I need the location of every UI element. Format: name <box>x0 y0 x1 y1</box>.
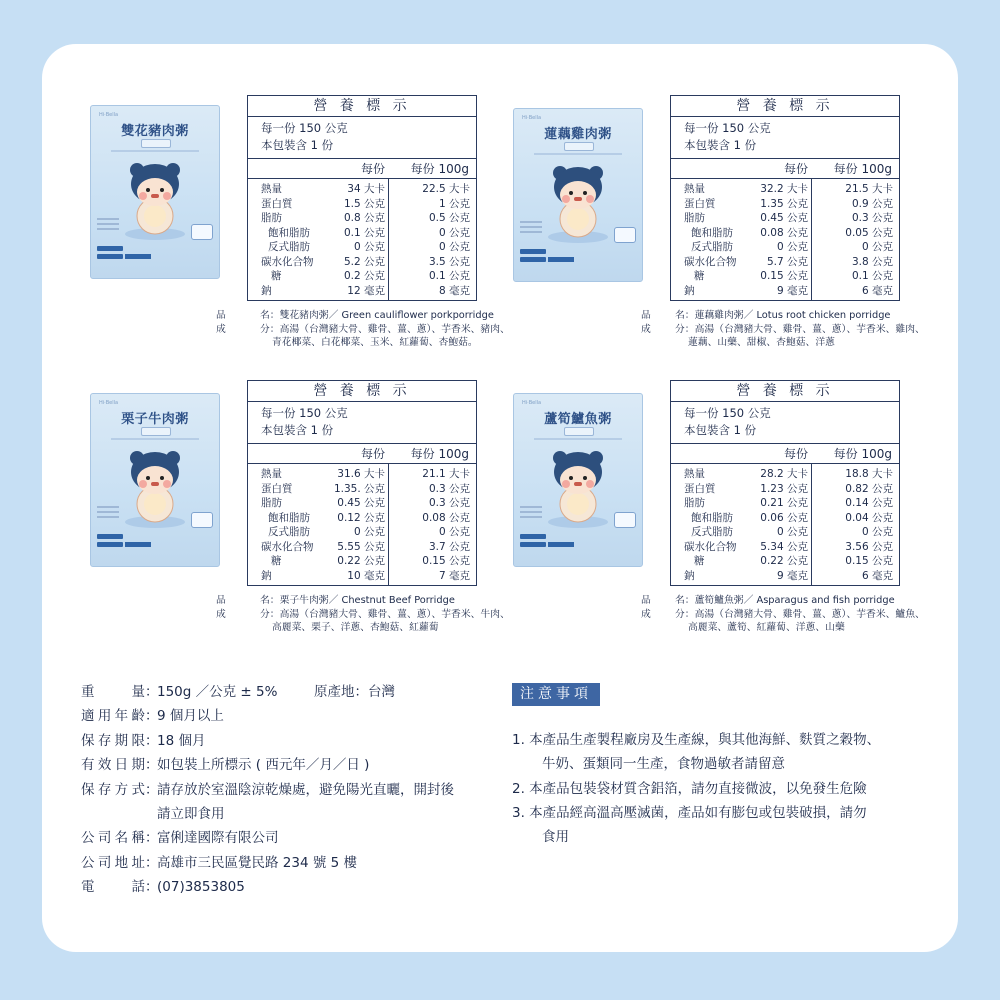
info-key: 保存期限 <box>81 732 145 749</box>
servings-per-pack: 本包裝含 1 份 <box>684 138 757 152</box>
notice-line: 3. 本產品經高溫高壓滅菌，產品如有膨包或包裝破損，請勿 <box>512 804 867 821</box>
column-header-per-serving: 每份 <box>783 447 808 461</box>
nutrition-table-2 <box>670 95 900 301</box>
divider <box>248 443 476 444</box>
box-tag <box>141 139 171 148</box>
nutrition-row: 反式脂肪 0 公克 0 公克 <box>268 526 470 538</box>
box-product-name: 雙花豬肉粥 <box>121 124 189 139</box>
box-subtitle-line <box>534 153 622 155</box>
ingredients-line: 分：高湯（台灣豬大骨、雞骨、薑、蔥）、芋香米、牛肉、 <box>260 608 510 620</box>
ingredients-label: 成 <box>641 608 651 620</box>
divider <box>248 158 476 159</box>
notice-line: 2. 本產品包裝袋材質含鋁箔，請勿直接微波，以免發生危險 <box>512 780 867 797</box>
box-label <box>125 254 151 259</box>
box-labels <box>520 249 546 265</box>
nutrition-row: 脂肪 0.45 公克 0.3 公克 <box>261 497 470 509</box>
notice-line: 1. 本產品生產製程廠房及生產線，與其他海鮮、麩質之穀物、 <box>512 732 881 748</box>
phone-line: 電話：(07)3853805 <box>81 875 245 899</box>
expiry-line: 有效日期：如包裝上所標示 ( 西元年／月／日 ) <box>81 753 369 777</box>
servings-per-pack: 本包裝含 1 份 <box>261 138 334 152</box>
info-key: 公司地址 <box>81 854 145 871</box>
box-product-name: 蓮藕雞肉粥 <box>544 127 612 142</box>
product-name: 名：栗子牛肉粥／ Chestnut Beef Porridge <box>260 595 455 606</box>
ingredients-line: 高麗菜、栗子、洋蔥、杏鮑菇、紅蘿蔔 <box>272 622 439 633</box>
serving-size: 每一份 150 公克 <box>684 121 771 135</box>
box-badge <box>191 224 213 240</box>
product-name: 名：雙花豬肉粥／ Green cauliflower porkporridge <box>260 310 494 321</box>
servings-per-pack: 本包裝含 1 份 <box>684 423 757 437</box>
nutrition-row: 反式脂肪 0 公克 0 公克 <box>268 241 470 253</box>
nutrition-row: 糖 0.15 公克 0.1 公克 <box>694 270 893 282</box>
box-tag <box>564 427 594 436</box>
product-description-4 <box>641 594 941 636</box>
serving-size: 每一份 150 公克 <box>261 406 348 420</box>
info-value: 富俐達國際有限公司 <box>157 830 279 847</box>
box-labels <box>97 534 123 550</box>
nutrition-table-1 <box>247 95 477 301</box>
nutrition-row: 蛋白質 1.35 公克 0.9 公克 <box>684 197 893 210</box>
storage-line: 保存方式：請存放於室溫陰涼乾燥處，避免陽光直曬，開封後 <box>81 778 454 802</box>
origin: 原產地：台灣 <box>314 684 395 700</box>
mascot-illustration <box>115 444 195 528</box>
name-label: 品 <box>216 310 226 321</box>
nutrition-row: 反式脂肪 0 公克 0 公克 <box>691 526 893 538</box>
nutrition-row: 反式脂肪 0 公克 0 公克 <box>691 241 893 253</box>
serving-size: 每一份 150 公克 <box>261 121 348 135</box>
info-value: 18 個月 <box>157 732 206 749</box>
ingredients-line: 分：高湯（台灣豬大骨、雞骨、薑、蔥）、芋香米、雞肉、 <box>675 323 925 335</box>
nutrition-row: 碳水化合物 5.2 公克 3.5 公克 <box>261 255 470 268</box>
box-subtitle-line <box>534 438 622 440</box>
ingredients-label: 成 <box>216 608 226 620</box>
product-name: 名：蘆筍鱸魚粥／ Asparagus and fish porridge <box>675 595 895 606</box>
name-label: 品 <box>641 595 651 606</box>
box-product-name: 栗子牛肉粥 <box>121 412 189 427</box>
product-description-1 <box>216 309 516 351</box>
info-key: 適用年齡 <box>81 708 145 725</box>
notice-title: 注意事項 <box>512 683 600 706</box>
column-header-per-100g: 每份 100g <box>410 162 469 176</box>
age-line: 適用年齡：9 個月以上 <box>81 704 224 728</box>
box-badge <box>614 512 636 528</box>
nutrition-row: 脂肪 0.21 公克 0.14 公克 <box>684 497 893 509</box>
box-side-text <box>520 506 542 521</box>
notice-line: 食用 <box>542 829 569 846</box>
nutrition-row: 飽和脂肪 0.08 公克 0.05 公克 <box>691 226 893 239</box>
box-labels <box>520 534 546 550</box>
nutrition-row: 熱量 34 大卡 22.5 大卡 <box>261 183 470 195</box>
weight-line: 重量：150g ／公克 ± 5% <box>81 680 277 704</box>
info-value: 9 個月以上 <box>157 708 224 725</box>
product-box-4 <box>513 393 643 567</box>
box-badge <box>614 227 636 243</box>
nutrition-row: 鈉 10 毫克 7 毫克 <box>261 569 470 582</box>
nutrition-title: 營 養 標 示 <box>671 96 899 117</box>
box-brand: Hi·Bella <box>522 400 542 406</box>
column-header-per-serving: 每份 <box>360 447 385 461</box>
nutrition-row: 熱量 28.2 大卡 18.8 大卡 <box>684 468 893 480</box>
ingredients-label: 成 <box>216 323 226 335</box>
box-side-text <box>520 221 542 236</box>
info-value: (07)3853805 <box>157 879 245 896</box>
box-subtitle-line <box>111 150 199 152</box>
servings-per-pack: 本包裝含 1 份 <box>261 423 334 437</box>
product-description-3 <box>216 594 516 636</box>
nutrition-row: 鈉 12 毫克 8 毫克 <box>261 284 470 297</box>
ingredients-label: 成 <box>641 323 651 335</box>
box-tag <box>141 427 171 436</box>
mascot-illustration <box>115 156 195 240</box>
nutrition-row: 糖 0.22 公克 0.15 公克 <box>271 555 470 567</box>
info-value: 如包裝上所標示 ( 西元年／月／日 ) <box>157 757 370 774</box>
info-key: 重量 <box>81 684 145 700</box>
storage-line-2: 請立即食用 <box>157 806 225 822</box>
name-label: 品 <box>641 310 651 321</box>
ingredients-line: 分：高湯（台灣豬大骨、雞骨、薑、蔥）、芋香米、豬肉、 <box>260 323 510 335</box>
column-header-per-serving: 每份 <box>783 162 808 176</box>
nutrition-row: 飽和脂肪 0.12 公克 0.08 公克 <box>268 511 470 524</box>
product-description-2 <box>641 309 941 351</box>
box-brand: Hi·Bella <box>99 112 119 118</box>
column-header-per-100g: 每份 100g <box>833 162 892 176</box>
nutrition-row: 蛋白質 1.5 公克 1 公克 <box>261 197 470 210</box>
box-brand: Hi·Bella <box>522 115 542 121</box>
column-header-per-serving: 每份 <box>360 162 385 176</box>
ingredients-line: 高麗菜、蘆筍、紅蘿蔔、洋蔥、山藥 <box>688 622 845 633</box>
serving-size: 每一份 150 公克 <box>684 406 771 420</box>
nutrition-row: 鈉 9 毫克 6 毫克 <box>684 569 893 582</box>
info-key: 保存方式 <box>81 781 145 798</box>
notice-line: 牛奶、蛋類同一生產，食物過敏者請留意 <box>542 756 785 773</box>
nutrition-row: 脂肪 0.8 公克 0.5 公克 <box>261 212 470 224</box>
info-value: 高雄市三民區覺民路 234 號 5 樓 <box>157 854 358 871</box>
info-value: 150g ／公克 ± 5% <box>157 684 278 700</box>
box-tag <box>564 142 594 151</box>
box-subtitle-line <box>111 438 199 440</box>
column-header-per-100g: 每份 100g <box>833 447 892 461</box>
nutrition-row: 蛋白質 1.23 公克 0.82 公克 <box>684 482 893 495</box>
mascot-illustration <box>538 444 618 528</box>
ingredients-line: 蓮藕、山藥、甜椒、杏鮑菇、洋蔥 <box>688 337 835 348</box>
box-side-text <box>97 218 119 233</box>
box-labels <box>97 246 123 262</box>
box-label <box>125 542 151 547</box>
mascot-illustration <box>538 159 618 243</box>
nutrition-row: 飽和脂肪 0.1 公克 0 公克 <box>268 226 470 239</box>
name-label: 品 <box>216 595 226 606</box>
ingredients-line: 分：高湯（台灣豬大骨、雞骨、薑、蔥）、芋香米、鱸魚、 <box>675 608 925 620</box>
nutrition-row: 糖 0.2 公克 0.1 公克 <box>271 270 470 282</box>
nutrition-row: 碳水化合物 5.55 公克 3.7 公克 <box>261 540 470 553</box>
product-box-3 <box>90 393 220 567</box>
nutrition-row: 鈉 9 毫克 6 毫克 <box>684 284 893 297</box>
address-line: 公司地址：高雄市三民區覺民路 234 號 5 樓 <box>81 851 357 875</box>
nutrition-title: 營 養 標 示 <box>248 96 476 117</box>
nutrition-row: 碳水化合物 5.34 公克 3.56 公克 <box>684 540 893 553</box>
shelf-life-line: 保存期限：18 個月 <box>81 729 205 753</box>
product-box-1 <box>90 105 220 279</box>
nutrition-row: 脂肪 0.45 公克 0.3 公克 <box>684 212 893 224</box>
company-line: 公司名稱：富俐達國際有限公司 <box>81 826 279 850</box>
info-key: 有效日期 <box>81 757 145 774</box>
nutrition-table-4 <box>670 380 900 586</box>
nutrition-row: 碳水化合物 5.7 公克 3.8 公克 <box>684 255 893 268</box>
nutrition-title: 營 養 標 示 <box>671 381 899 402</box>
nutrition-row: 飽和脂肪 0.06 公克 0.04 公克 <box>691 511 893 524</box>
nutrition-row: 熱量 32.2 大卡 21.5 大卡 <box>684 183 893 195</box>
nutrition-row: 蛋白質 1.35. 公克 0.3 公克 <box>261 482 470 495</box>
info-value: 請存放於室溫陰涼乾燥處，避免陽光直曬，開封後 <box>157 781 454 798</box>
box-product-name: 蘆筍鱸魚粥 <box>544 412 612 427</box>
info-key: 公司名稱 <box>81 830 145 847</box>
divider <box>671 443 899 444</box>
box-label <box>548 542 574 547</box>
nutrition-row: 糖 0.22 公克 0.15 公克 <box>694 555 893 567</box>
divider <box>671 158 899 159</box>
box-badge <box>191 512 213 528</box>
nutrition-title: 營 養 標 示 <box>248 381 476 402</box>
product-name: 名：蓮藕雞肉粥／ Lotus root chicken porridge <box>675 310 891 321</box>
box-brand: Hi·Bella <box>99 400 119 406</box>
product-box-2 <box>513 108 643 282</box>
box-side-text <box>97 506 119 521</box>
nutrition-table-3 <box>247 380 477 586</box>
nutrition-row: 熱量 31.6 大卡 21.1 大卡 <box>261 468 470 480</box>
column-header-per-100g: 每份 100g <box>410 447 469 461</box>
ingredients-line: 青花椰菜、白花椰菜、玉米、紅蘿蔔、杏鮑菇。 <box>272 337 478 348</box>
info-key: 電話 <box>81 879 145 896</box>
box-label <box>548 257 574 262</box>
